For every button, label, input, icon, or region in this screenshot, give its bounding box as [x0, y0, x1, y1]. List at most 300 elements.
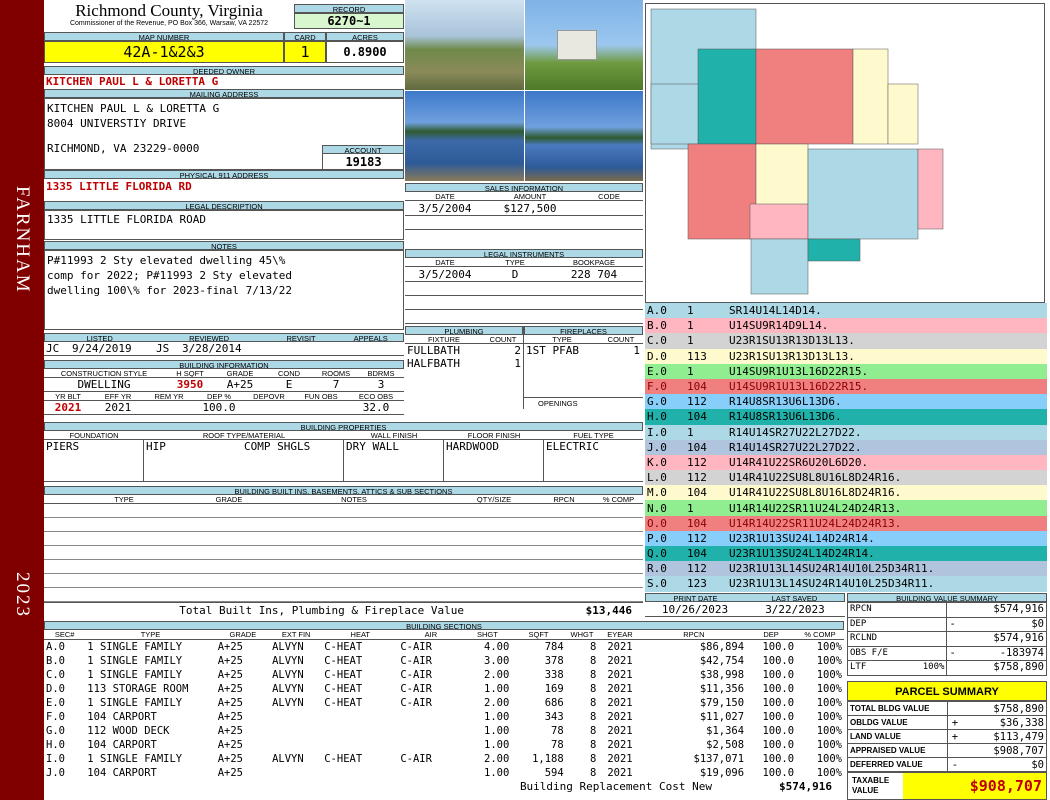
sales-label: SALES INFORMATION: [405, 183, 643, 192]
section-cell: 100.0: [762, 655, 795, 667]
print-date-label: PRINT DATE: [673, 594, 718, 601]
sketch-section-k: [688, 144, 756, 239]
section-cell: J.0: [46, 767, 65, 779]
sales-amount-header: AMOUNT: [513, 192, 547, 200]
section-cell: 343: [544, 711, 564, 723]
vector-cell: A.0: [647, 304, 667, 318]
section-cell: [398, 724, 463, 738]
sections-header: SQFT: [511, 630, 565, 640]
sections-header: TYPE: [85, 630, 215, 640]
section-cell: $38,998: [699, 669, 745, 681]
section-cell: A+25: [217, 767, 244, 779]
sections-header: DEP: [746, 630, 796, 640]
listed-by: JC: [46, 342, 60, 355]
county-title: Richmond County, Virginia: [75, 1, 263, 20]
vector-cell: 123: [687, 577, 707, 591]
section-cell: ALVYN: [272, 753, 304, 765]
side-bar: [0, 0, 44, 800]
vector-cell: C.0: [647, 334, 667, 348]
value-summary: [847, 593, 1047, 676]
section-cell: 1.00: [484, 725, 510, 737]
vector-cell: U14R41U22SR6U20L6D20.: [729, 455, 869, 469]
section-cell: [398, 710, 463, 724]
vector-row: [645, 379, 1047, 394]
section-cell: 100%: [816, 697, 842, 709]
vector-cell: 104: [687, 486, 707, 500]
section-cell: A+25: [217, 641, 244, 653]
legal-description: 1335 LITTLE FLORIDA ROAD: [44, 210, 404, 240]
wall-finish: DRY WALL: [344, 440, 444, 481]
depreciation: 100.0: [202, 401, 236, 414]
sketch-section-b: [750, 204, 808, 239]
openings-label: OPENINGS: [524, 397, 643, 409]
notes-section: [44, 241, 404, 330]
section-row: [44, 668, 844, 682]
section-cell: 1 SINGLE FAMILY: [87, 641, 183, 653]
section-cell: 2021: [607, 641, 633, 653]
section-cell: F.0: [46, 711, 65, 723]
mail-line-1: KITCHEN PAUL L & LORETTA G: [47, 102, 220, 115]
section-cell: 8: [589, 753, 597, 765]
section-cell: 100.0: [762, 641, 795, 653]
section-cell: 2021: [607, 739, 633, 751]
sketch-section-i: [808, 149, 918, 239]
county-header: [46, 2, 292, 32]
section-cell: B.0: [46, 655, 65, 667]
sections-header: AIR: [398, 630, 463, 640]
vector-cell: P.0: [647, 531, 667, 545]
section-cell: A+25: [217, 669, 244, 681]
vector-cell: U23R1SU13R13D13L13.: [729, 349, 855, 363]
map-number: 42A-1&2&3: [44, 41, 284, 63]
parcel-summary-row: OBLDG VALUE + $36,338: [848, 716, 1047, 730]
physical-address-label: PHYSICAL 911 ADDRESS: [44, 170, 404, 179]
vector-cell: S.0: [647, 577, 667, 591]
vector-cell: 104: [687, 516, 707, 530]
instruments-label: LEGAL INSTRUMENTS: [405, 249, 643, 258]
value-summary-row: DEP - $0: [848, 617, 1047, 632]
section-cell: 2021: [607, 655, 633, 667]
section-cell: 8: [589, 711, 597, 723]
section-cell: 100.0: [762, 725, 795, 737]
section-cell: 8: [589, 641, 597, 653]
photo-shed: [525, 0, 643, 90]
sections-table: [44, 630, 844, 780]
section-cell: C-AIR: [400, 697, 432, 709]
section-cell: 1 SINGLE FAMILY: [87, 753, 183, 765]
plumbing-label: PLUMBING: [405, 326, 523, 335]
physical-address-section: [44, 170, 404, 194]
instr-type-header: TYPE: [505, 258, 525, 266]
section-cell: C-HEAT: [324, 655, 363, 667]
account-box: [322, 145, 404, 170]
sketch-section-s: [751, 239, 808, 294]
vector-cell: G.0: [647, 395, 667, 409]
vector-cell: 1: [687, 319, 694, 333]
instr-type: D: [511, 268, 519, 281]
section-cell: 1.00: [484, 711, 510, 723]
section-cell: 2021: [607, 683, 633, 695]
value-summary-label: BUILDING VALUE SUMMARY: [847, 593, 1047, 602]
value-summary-row: RPCN $574,916: [848, 603, 1047, 618]
replacement-cost-total: $574,916: [779, 780, 832, 793]
sketch-section-d: [853, 49, 888, 144]
section-row: [44, 738, 844, 752]
section-cell: A+25: [217, 711, 244, 723]
vector-cell: 1: [687, 425, 694, 439]
sketch-section-q: [808, 239, 860, 261]
section-cell: 104 CARPORT: [87, 711, 157, 723]
year-label: 2023: [12, 572, 33, 618]
fuel-type: ELECTRIC: [546, 440, 599, 453]
section-cell: [398, 766, 463, 780]
vector-row: [645, 470, 1047, 485]
vector-cell: U23R1SU13R13D13L13.: [729, 334, 855, 348]
section-cell: A+25: [217, 697, 244, 709]
sections-header: HEAT: [322, 630, 398, 640]
section-cell: E.0: [46, 697, 65, 709]
vector-row: [645, 349, 1047, 364]
photo-pier: [525, 91, 643, 181]
vector-row: [645, 409, 1047, 424]
section-cell: I.0: [46, 753, 65, 765]
mail-line-3: RICHMOND, VA 23229-0000: [47, 142, 200, 155]
section-cell: 8: [589, 767, 597, 779]
vector-row: [645, 333, 1047, 348]
taxable-value-label: TAXABLE VALUE: [852, 776, 890, 795]
instr-book: 228 704: [570, 268, 618, 281]
section-cell: C-HEAT: [324, 683, 363, 695]
instr-date-header: DATE: [435, 258, 455, 266]
plumbing-fireplace-section: PLUMBING FIXTURE COUNT FULLBATH 2 HALFBATH 1 FIREPLACES TYPE COUNT 1ST PFAB 1 OPENINGS: [405, 326, 643, 409]
vector-row: [645, 576, 1047, 591]
sketch-svg: [646, 4, 1046, 304]
section-cell: H.0: [46, 739, 65, 751]
vector-cell: 112: [687, 455, 707, 469]
section-cell: 100.0: [762, 739, 795, 751]
section-cell: C-HEAT: [324, 697, 363, 709]
roof-type: HIP: [146, 440, 166, 453]
vector-row: [645, 500, 1047, 515]
section-cell: $2,508: [706, 739, 745, 751]
built-ins-label: BUILDING BUILT INS, BASEMENTS, ATTICS & SUB SECTIONS: [44, 486, 643, 495]
roof-material: COMP SHGLS: [244, 440, 344, 481]
section-cell: 338: [544, 669, 564, 681]
fullbath-count: 2: [514, 344, 521, 357]
vector-cell: D.0: [647, 349, 667, 363]
parcel-summary-row: DEFERRED VALUE - $0: [848, 758, 1047, 772]
vector-cell: 112: [687, 395, 707, 409]
vector-cell: R14U8SR13U6L13D6.: [729, 410, 842, 424]
rooms: 7: [332, 378, 340, 391]
section-cell: [270, 724, 322, 738]
vector-cell: 112: [687, 471, 707, 485]
section-cell: [322, 710, 398, 724]
owner-section: [44, 66, 404, 170]
record-box: [294, 4, 404, 29]
section-cell: A.0: [46, 641, 65, 653]
section-cell: A+25: [217, 725, 244, 737]
section-cell: 2.00: [484, 697, 510, 709]
section-cell: ALVYN: [272, 669, 304, 681]
section-cell: 78: [551, 739, 564, 751]
vector-cell: 112: [687, 562, 707, 576]
commissioner-line: Commissioner of the Revenue, PO Box 366, Warsaw, VA 22572: [69, 20, 269, 27]
section-cell: $1,364: [706, 725, 745, 737]
section-cell: 1.00: [484, 767, 510, 779]
section-cell: C-AIR: [400, 683, 432, 695]
replacement-cost-label: Building Replacement Cost New: [519, 780, 712, 793]
section-row: [44, 724, 844, 738]
section-cell: 8: [589, 655, 597, 667]
section-cell: 100.0: [762, 711, 795, 723]
section-cell: 100%: [816, 711, 842, 723]
section-cell: C-HEAT: [324, 669, 363, 681]
section-cell: 104 CARPORT: [87, 767, 157, 779]
sections-header: SEC#: [44, 630, 85, 640]
vector-cell: U14SU9R14D9L14.: [729, 319, 829, 333]
vector-cell: 1: [687, 501, 694, 515]
physical-address: 1335 LITTLE FLORIDA RD: [46, 180, 192, 193]
listed-label: LISTED: [86, 334, 113, 341]
revisit-label: REVISIT: [286, 334, 316, 341]
vector-cell: J.0: [647, 440, 667, 454]
economic-obsolescence: 32.0: [362, 401, 390, 414]
section-cell: 594: [544, 767, 564, 779]
vector-cell: U14SU9R1U13L16D22R15.: [729, 364, 869, 378]
sections-header: SHGT: [464, 630, 512, 640]
halfbath-label: HALFBATH: [407, 357, 460, 370]
section-cell: 100%: [816, 669, 842, 681]
section-cell: 2021: [607, 725, 633, 737]
section-cell: C.0: [46, 669, 65, 681]
section-cell: ALVYN: [272, 641, 304, 653]
built-ins-rows: [44, 504, 643, 602]
vector-cell: O.0: [647, 516, 667, 530]
town-name: FARNHAM: [12, 186, 33, 294]
note-line-1: P#11993 2 Sty elevated dwelling 45\%: [47, 254, 286, 267]
vector-cell: U23R1U13L14SU24R14U10L25D34R11.: [729, 577, 935, 591]
bedrooms: 3: [377, 378, 385, 391]
vector-cell: U23R1U13L14SU24R14U10L25D34R11.: [729, 562, 935, 576]
vector-cell: 1: [687, 364, 694, 378]
section-cell: ALVYN: [272, 683, 304, 695]
vector-cell: 1: [687, 334, 694, 348]
section-cell: 78: [551, 725, 564, 737]
effective-year: 2021: [104, 401, 132, 414]
section-row: [44, 696, 844, 710]
section-cell: 100.0: [762, 669, 795, 681]
mail-line-2: 8004 UNIVERSTIY DRIVE: [47, 117, 187, 130]
record-label: RECORD: [294, 4, 404, 13]
section-cell: $79,150: [699, 697, 745, 709]
built-in-row: [44, 532, 643, 546]
section-cell: ALVYN: [272, 697, 304, 709]
vector-cell: 112: [687, 531, 707, 545]
map-row: [44, 32, 404, 63]
value-summary-row: RCLND $574,916: [848, 632, 1047, 647]
vector-cell: M.0: [647, 486, 667, 500]
vector-cell: SR14U14L14D14.: [729, 304, 822, 318]
section-cell: C-AIR: [400, 641, 432, 653]
appeals-label: APPEALS: [353, 334, 388, 341]
section-cell: C-HEAT: [324, 753, 363, 765]
building-sections: [44, 621, 844, 794]
notes-label: NOTES: [44, 241, 404, 250]
parcel-summary-row: LAND VALUE + $113,479: [848, 730, 1047, 744]
section-cell: 2.00: [484, 669, 510, 681]
halfbath-count: 1: [514, 357, 521, 370]
heated-sqft: 3950: [176, 378, 204, 391]
section-cell: A+25: [217, 683, 244, 695]
listed-date: 9/24/2019: [72, 342, 132, 355]
card-number: 1: [284, 41, 326, 63]
vector-cell: Q.0: [647, 547, 667, 561]
section-cell: 100.0: [762, 697, 795, 709]
vector-row: [645, 425, 1047, 440]
section-cell: $11,027: [699, 711, 745, 723]
section-cell: $42,754: [699, 655, 745, 667]
vector-cell: H.0: [647, 410, 667, 424]
section-cell: D.0: [46, 683, 65, 695]
section-cell: 8: [589, 683, 597, 695]
parcel-summary-row: TOTAL BLDG VALUE $758,890: [848, 702, 1047, 716]
section-cell: 686: [544, 697, 564, 709]
building-sections-label: BUILDING SECTIONS: [44, 621, 844, 630]
grade: A+25: [226, 378, 254, 391]
sections-header: RPCN: [642, 630, 746, 640]
parcel-summary: [847, 681, 1047, 800]
section-cell: 100%: [816, 753, 842, 765]
acres-label: ACRES: [326, 32, 404, 41]
section-cell: 100.0: [762, 767, 795, 779]
sale-amount: $127,500: [503, 202, 557, 215]
card-label: CARD: [284, 32, 326, 41]
year-built: 2021: [54, 401, 82, 414]
section-cell: 1,188: [532, 753, 564, 765]
vector-row: [645, 318, 1047, 333]
record-number: 6270~1: [294, 13, 404, 29]
parcel-summary-label: PARCEL SUMMARY: [847, 681, 1047, 701]
vector-row: [645, 546, 1047, 561]
acres-value: 0.8900: [326, 41, 404, 63]
sketch-section-f: [756, 49, 853, 144]
sections-header: WHGT: [566, 630, 599, 640]
vector-row: [645, 303, 1047, 318]
fireplaces-label: FIREPLACES: [524, 326, 643, 335]
section-cell: 169: [544, 683, 564, 695]
vector-cell: 104: [687, 440, 707, 454]
section-cell: A+25: [217, 753, 244, 765]
print-date: 10/26/2023: [661, 603, 729, 616]
section-row: [44, 654, 844, 668]
listed-section: [44, 333, 404, 356]
section-cell: C-AIR: [400, 655, 432, 667]
built-in-row: [44, 504, 643, 518]
built-in-row: [44, 560, 643, 574]
section-cell: A+25: [217, 739, 244, 751]
section-cell: [322, 724, 398, 738]
section-cell: 8: [589, 697, 597, 709]
building-properties-section: BUILDING PROPERTIES FOUNDATION ROOF TYPE/MATERIAL WALL FINISH FLOOR FINISH FUEL TYPE PIERS HIP COMP SHGLS DRY WALL HARDWOOD ELECTRIC: [44, 422, 643, 482]
section-cell: [270, 710, 322, 724]
section-cell: $11,356: [699, 683, 745, 695]
floor-finish: HARDWOOD: [444, 440, 544, 481]
vector-cell: K.0: [647, 455, 667, 469]
parcel-summary-row: APPRAISED VALUE $908,707: [848, 744, 1047, 758]
sketch-section-r: [918, 149, 943, 229]
section-cell: G.0: [46, 725, 65, 737]
section-row: [44, 752, 844, 766]
vector-cell: R14U8SR13U6L13D6.: [729, 395, 842, 409]
section-row: [44, 710, 844, 724]
section-cell: C-AIR: [400, 669, 432, 681]
section-cell: 2021: [607, 767, 633, 779]
section-cell: 104 CARPORT: [87, 739, 157, 751]
legal-section: [44, 201, 404, 240]
vector-row: [645, 561, 1047, 576]
section-cell: 112 WOOD DECK: [87, 725, 170, 737]
vector-row: [645, 364, 1047, 379]
taxable-value: $908,707: [903, 773, 1046, 799]
section-row: [44, 766, 844, 780]
value-summary-row: OBS F/E - -183974: [848, 646, 1047, 661]
section-cell: 2021: [607, 753, 633, 765]
section-cell: 4.00: [484, 641, 510, 653]
condition: E: [285, 378, 293, 391]
print-dates-section: [645, 593, 845, 617]
fireplace-count: 1: [633, 344, 640, 357]
sections-header: EXT FIN: [270, 630, 322, 640]
sales-empty-row: [405, 216, 643, 230]
section-cell: 378: [544, 655, 564, 667]
vector-cell: F.0: [647, 380, 667, 394]
instr-book-header: BOOKPAGE: [573, 258, 615, 266]
vector-cell: 1: [687, 304, 694, 318]
built-ins-total-label: Total Built Ins, Plumbing & Fireplace Value: [179, 604, 464, 617]
notes-box: [44, 250, 404, 330]
note-line-3: dwelling 100\% for 2023-final 7/13/22: [47, 284, 293, 297]
section-cell: 2021: [607, 711, 633, 723]
section-cell: 113 STORAGE ROOM: [87, 683, 189, 695]
section-cell: $86,894: [699, 641, 745, 653]
vector-cell: U14SU9R1U13L16D22R15.: [729, 380, 869, 394]
building-info-label: BUILDING INFORMATION: [44, 360, 404, 369]
vector-row: [645, 531, 1047, 546]
sales-section: [405, 183, 643, 230]
mailing-label: MAILING ADDRESS: [44, 89, 404, 98]
section-cell: 1 SINGLE FAMILY: [87, 655, 183, 667]
mailing-address: [44, 98, 404, 170]
owner-name: KITCHEN PAUL L & LORETTA G: [46, 75, 219, 88]
built-in-row: [44, 518, 643, 532]
vector-cell: B.0: [647, 319, 667, 333]
reviewed-date: 3/28/2014: [182, 342, 242, 355]
sketch-section-c: [756, 144, 808, 209]
vector-cell: R.0: [647, 562, 667, 576]
section-cell: 2021: [607, 697, 633, 709]
section-cell: 1.00: [484, 739, 510, 751]
section-cell: 8: [589, 669, 597, 681]
section-cell: 100%: [816, 655, 842, 667]
account-label: ACCOUNT: [322, 145, 404, 154]
vector-cell: I.0: [647, 425, 667, 439]
built-ins-total: $13,446: [585, 604, 632, 617]
instruments-section: [405, 249, 643, 324]
vector-cell: 104: [687, 380, 707, 394]
section-cell: 3.00: [484, 655, 510, 667]
section-cell: [270, 738, 322, 752]
